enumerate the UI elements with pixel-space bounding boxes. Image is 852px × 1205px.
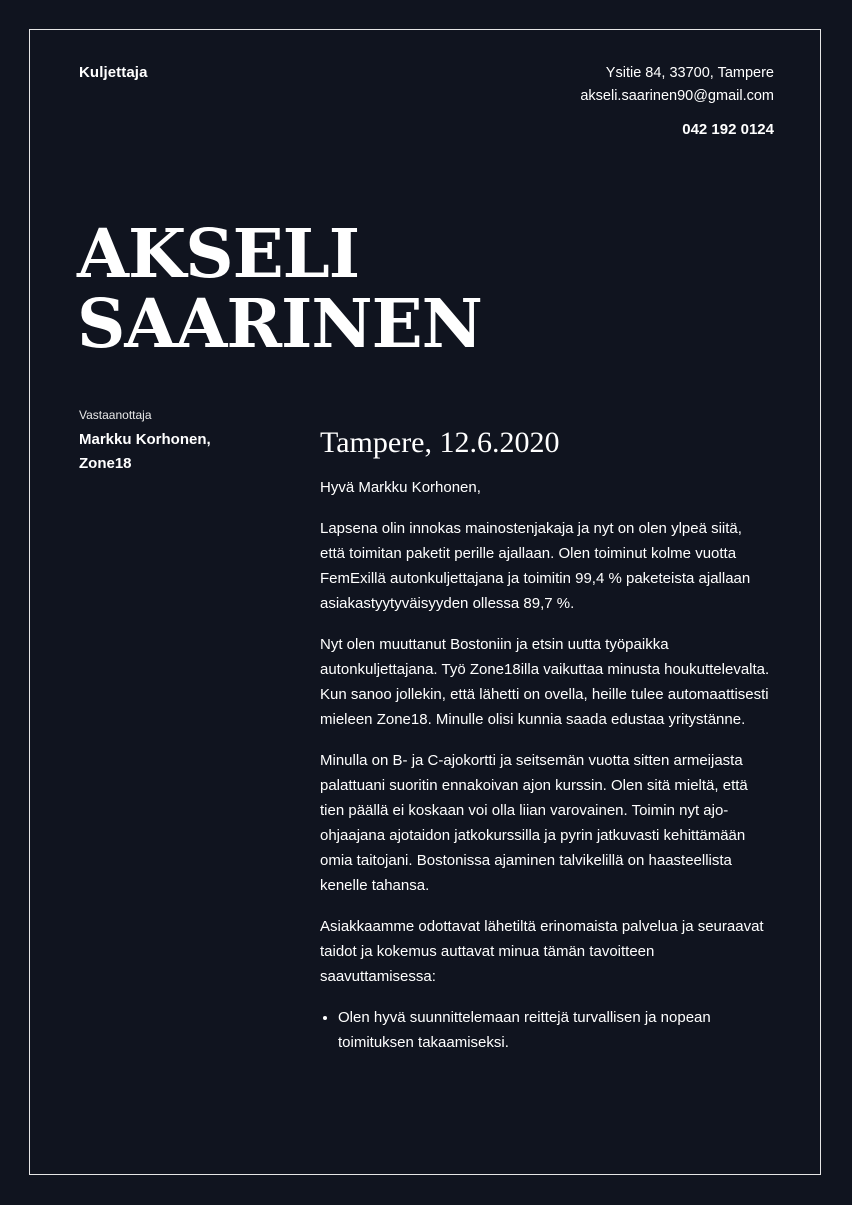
- greeting: Hyvä Markku Korhonen,: [320, 479, 481, 496]
- phone: 042 192 0124: [682, 121, 774, 138]
- recipient-line-2: Zone18: [79, 455, 132, 472]
- dateline: Tampere, 12.6.2020: [320, 426, 560, 459]
- recipient-block: [79, 408, 211, 476]
- paragraph-3: Minulla on B- ja C-ajokortti ja seitsemän vuotta sitten armeijasta palattuani suoritin ennakoivan ajon kurssin. Olen sitä mieltä, että tien päällä ei koskaan voi olla liian varovainen. Toimin nyt ajo-ohjaajana ajotaidon jatkokurssilla ja pyrin jatkuvasti kehittämään omia taitojani. Bostonissa ajaminen talvikelillä on haasteellista kenelle tahansa.: [320, 752, 748, 894]
- recipient-name: [79, 428, 211, 476]
- recipient-label: Vastaanottaja: [79, 408, 152, 422]
- email: akseli.saarinen90@gmail.com: [580, 88, 774, 104]
- letter-body: [320, 423, 770, 1055]
- applicant-name: [77, 214, 482, 363]
- recipient-line-1: Markku Korhonen,: [79, 431, 211, 448]
- paragraph-4: Asiakkaamme odottavat lähetiltä erinomaista palvelua ja seuraavat taidot ja kokemus auttavat minua tämän tavoitteen saavuttamisessa:: [320, 918, 764, 985]
- contact-info: [580, 62, 774, 141]
- first-name: AKSELI: [77, 214, 360, 293]
- paragraph-2: Nyt olen muuttanut Bostoniin ja etsin uutta työpaikka autonkuljettajana. Työ Zone18illa vaikuttaa minusta houkuttelevalta. Kun sanoo jollekin, että lähetti on ovella, heille tulee automaattisesti mieleen Zone18. Minulle olisi kunnia saada edustaa yritystänne.: [320, 636, 770, 728]
- paragraph-1: Lapsena olin innokas mainostenjakaja ja nyt on olen ylpeä siitä, että toimitan paketit perille ajallaan. Olen toiminut kolme vuotta FemExillä autonkuljettajana ja toimitin 99,4 % paketeista ajallaan asiakastyytyväisyyden ollessa 89,7 %.: [320, 520, 751, 612]
- job-title: Kuljettaja: [79, 64, 148, 81]
- address: Ysitie 84, 33700, Tampere: [605, 65, 774, 81]
- last-name: SAARINEN: [77, 284, 482, 363]
- skills-list: [320, 1005, 770, 1055]
- list-item: • Olen hyvä suunnittelemaan reittejä turvallisen ja nopean toimituksen takaamiseksi.: [338, 1005, 770, 1055]
